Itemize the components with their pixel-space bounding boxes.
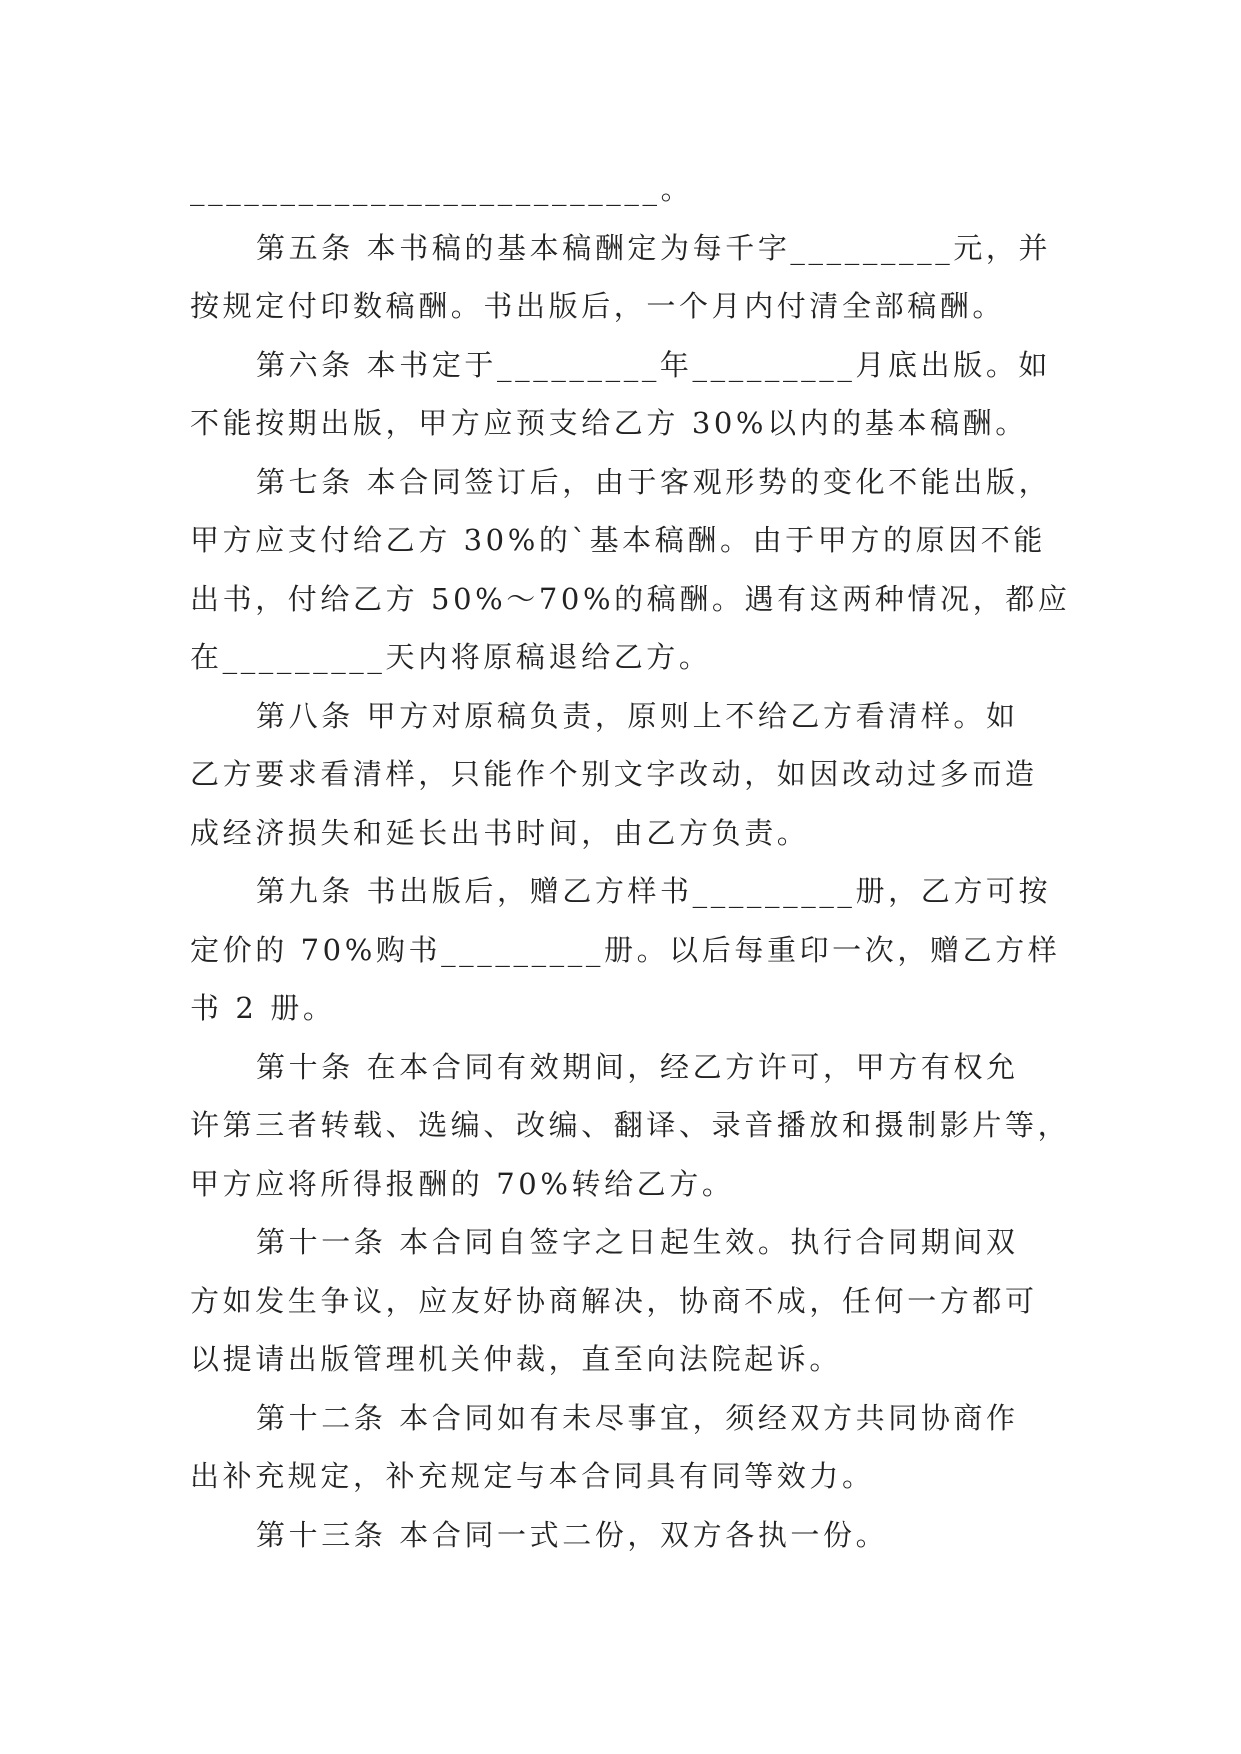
article-9-line-3: 书 2 册。 [190,991,336,1025]
article-10-line-1: 第十条 在本合同有效期间，经乙方许可，甲方有权允 [256,1049,1019,1084]
article-8-line-3: 成经济损失和延长出书时间，由乙方负责。 [190,815,810,850]
blank-line-end: __________________________。 [190,172,694,206]
article-6-line-2: 不能按期出版，甲方应预支给乙方 30%以内的基本稿酬。 [190,406,1028,440]
article-11-line-1: 第十一条 本合同自签字之日起生效。执行合同期间双 [256,1225,1019,1259]
article-9-line-1: 第九条 书出版后，赠乙方样书_________册，乙方可按 [256,874,1052,908]
article-8-line-2: 乙方要求看清样，只能作个别文字改动，如因改动过多而造 [190,757,1038,791]
article-5-line-2: 按规定付印数稿酬。书出版后，一个月内付清全部稿酬。 [190,289,1006,323]
article-12-line-2: 出补充规定，补充规定与本合同具有同等效力。 [190,1459,875,1493]
article-5-line-1: 第五条 本书稿的基本稿酬定为每千字_________元，并 [256,230,1052,265]
article-6-line-1: 第六条 本书定于_________年_________月底出版。如 [256,347,1052,382]
article-9-line-2: 定价的 70%购书_________册。以后每重印一次，赠乙方样 [190,932,1061,967]
article-12-line-1: 第十二条 本合同如有未尽事宜，须经双方共同协商作 [256,1400,1019,1435]
article-7-line-4: 在_________天内将原稿退给乙方。 [190,640,712,674]
article-11-line-2: 方如发生争议，应友好协商解决，协商不成，任何一方都可 [190,1283,1038,1318]
article-7-line-1: 第七条 本合同签订后，由于客观形势的变化不能出版， [256,464,1052,499]
article-10-line-2: 许第三者转载、选编、改编、翻译、录音播放和摄制影片等， [190,1108,1071,1142]
article-7-line-2: 甲方应支付给乙方 30%的`基本稿酬。由于甲方的原因不能 [190,523,1046,557]
article-8-line-1: 第八条 甲方对原稿负责，原则上不给乙方看清样。如 [256,698,1019,733]
article-10-line-3: 甲方应将所得报酬的 70%转给乙方。 [190,1166,735,1201]
article-7-line-3: 出书，付给乙方 50%～70%的稿酬。遇有这两种情况，都应 [190,581,1071,616]
article-13-line-1: 第十三条 本合同一式二份，双方各执一份。 [256,1517,889,1552]
contract-body [190,160,1071,1564]
article-11-line-3: 以提请出版管理机关仲裁，直至向法院起诉。 [190,1342,843,1376]
